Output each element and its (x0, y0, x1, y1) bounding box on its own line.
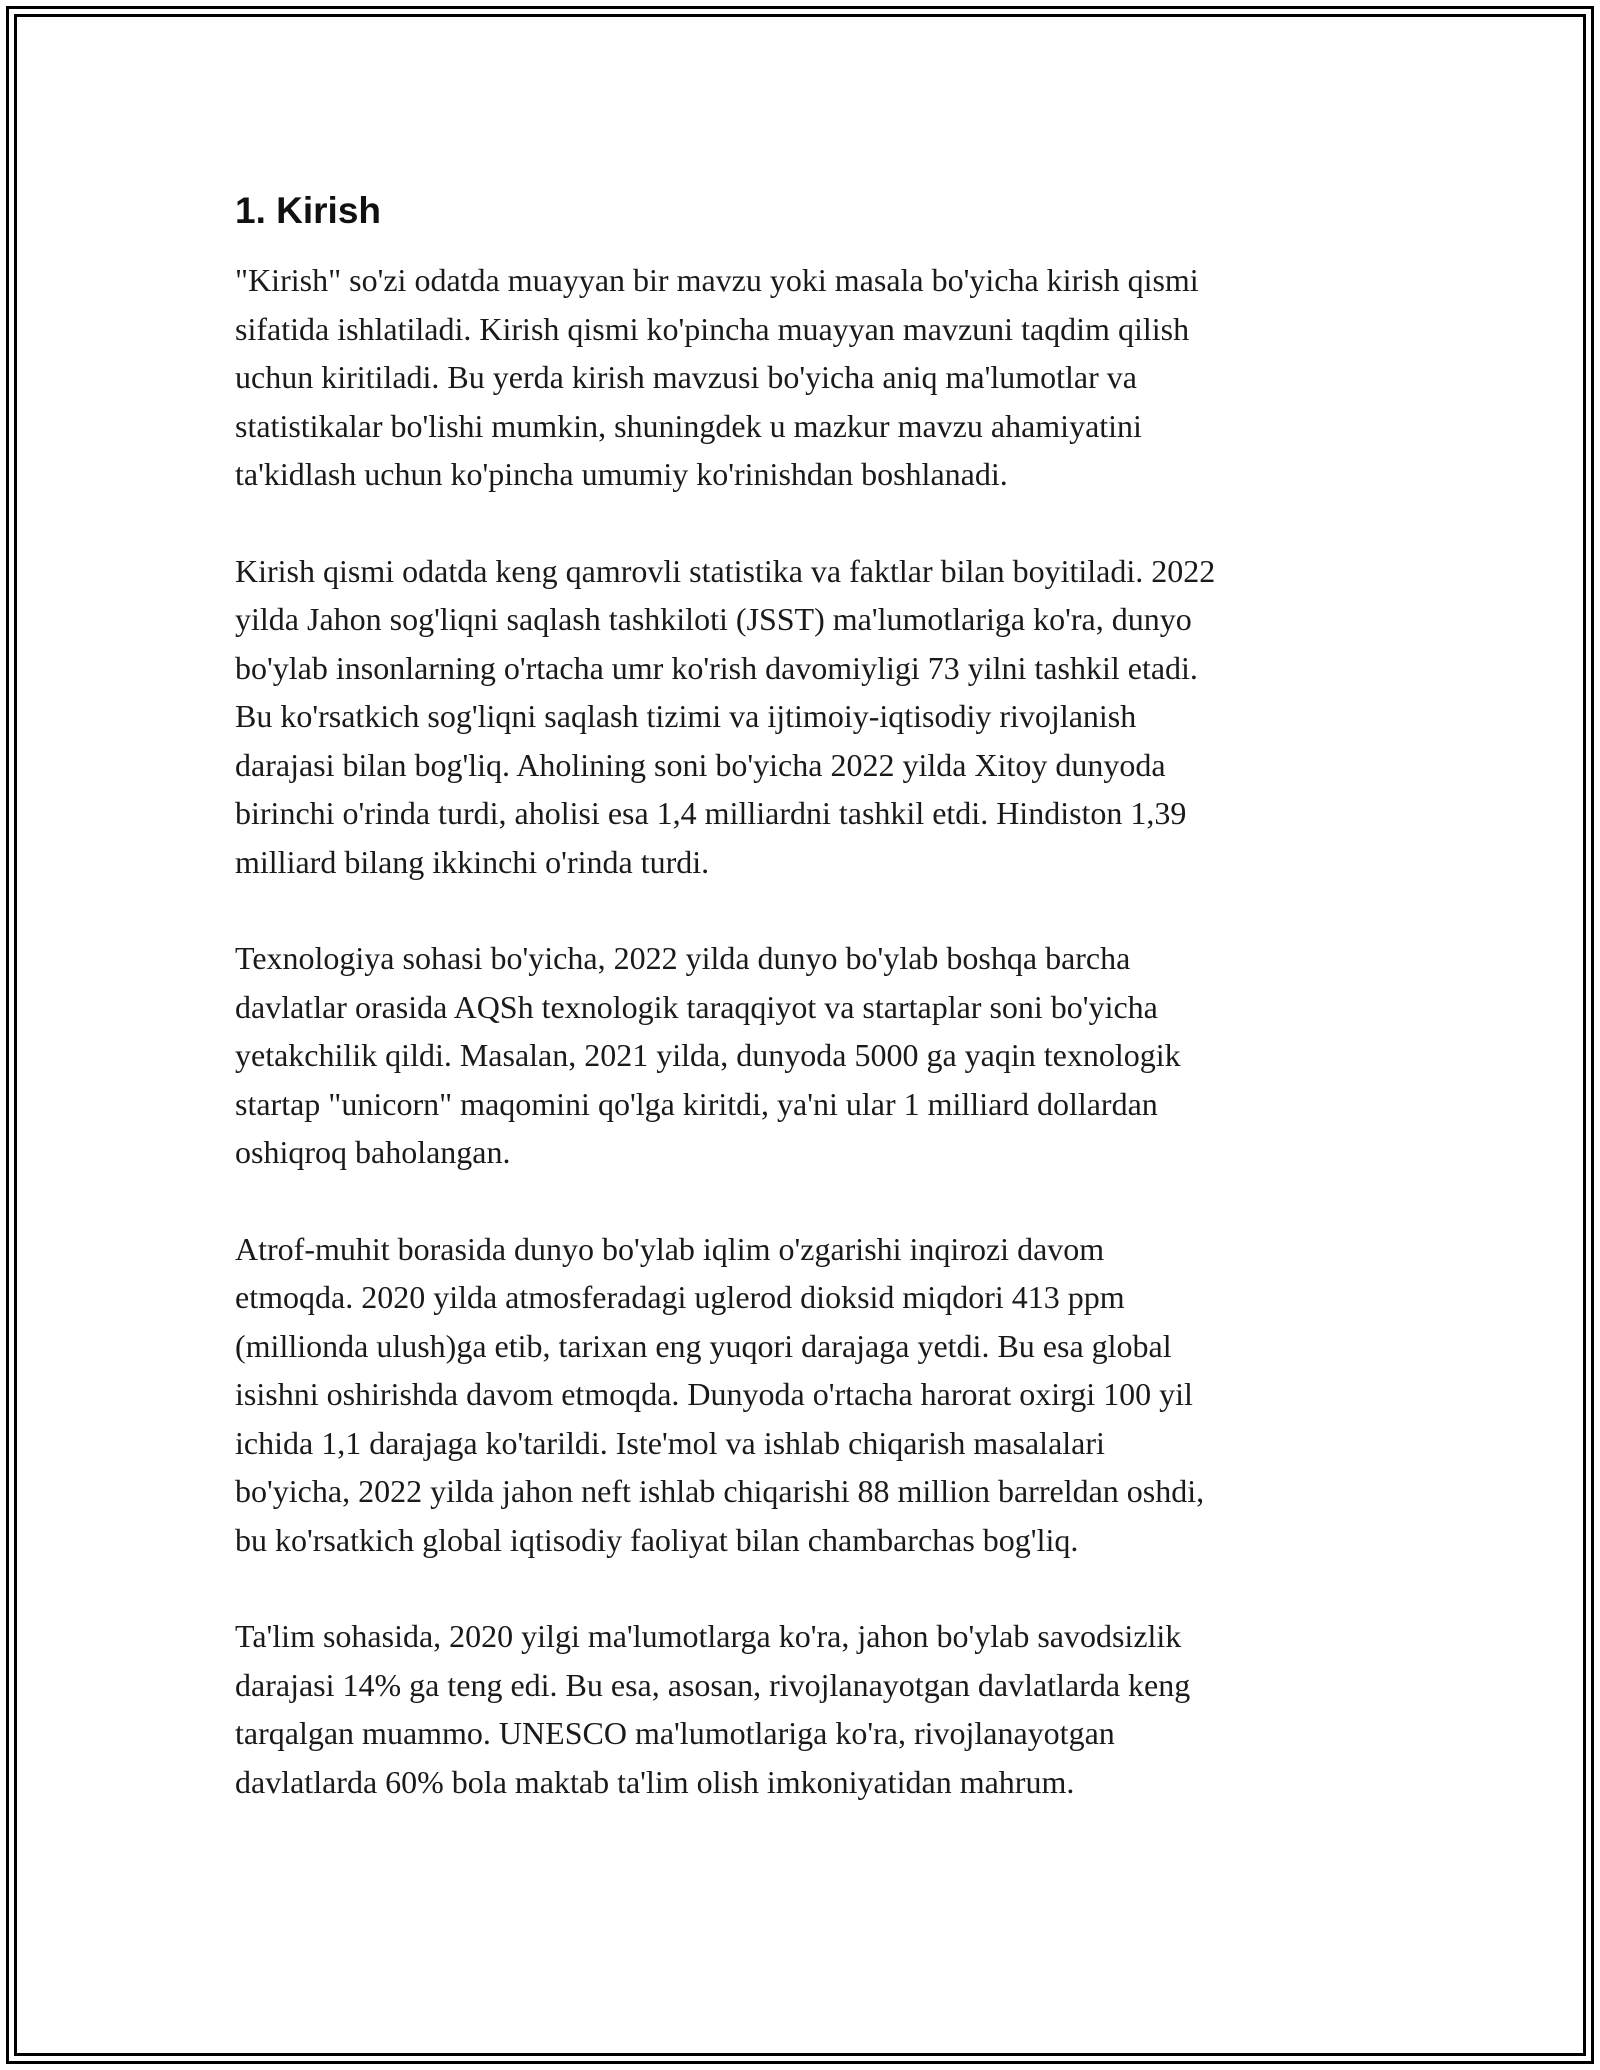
paragraph-environment: Atrof-muhit borasida dunyo bo'ylab iqlim o'zgarishi inqirozi davom etmoqda. 2020 yilda atmosferadagi uglerod dioksid miqdori 413 ppm (millionda ulush)ga etib, tarixan eng yuqori darajaga yetdi. Bu esa global isishni oshirishda davom etmoqda. Dunyoda o'rtacha harorat oxirgi 100 yil ichida 1,1 darajaga ko'tarildi. Iste'mol va ishlab chiqarish masalalari bo'yicha, 2022 yilda jahon neft ishlab chiqarishi 88 million barreldan oshdi, bu ko'rsatkich global iqtisodiy faoliyat bilan chambarchas bog'liq. (235, 1230, 1205, 1558)
document-body (235, 186, 1375, 1854)
paragraph-technology: Texnologiya sohasi bo'yicha, 2022 yilda dunyo bo'ylab boshqa barcha davlatlar orasida AQSh texnologik taraqqiyot va startaplar soni bo'yicha yetakchilik qildi. Masalan, 2021 yilda, dunyoda 5000 ga yaqin texnologik startap "unicorn" maqomini qo'lga kiritdi, ya'ni ular 1 milliard dollardan oshiqroq baholangan. (235, 940, 1181, 1170)
paragraph-introduction: "Kirish" so'zi odatda muayyan bir mavzu yoki masala bo'yicha kirish qismi sifatida ishlatiladi. Kirish qismi ko'pincha muayyan mavzuni taqdim qilish uchun kiritiladi. Bu yerda kirish mavzusi bo'yicha aniq ma'lumotlar va statistikalar bo'lishi mumkin, shuningdek u mazkur mavzu ahamiyatini ta'kidlash uchun ko'pincha umumiy ko'rinishdan boshlanadi. (235, 262, 1199, 492)
section-heading: 1. Kirish (235, 190, 381, 231)
paragraph-education: Ta'lim sohasida, 2020 yilgi ma'lumotlarga ko'ra, jahon bo'ylab savodsizlik darajasi 14% ga teng edi. Bu esa, asosan, rivojlanayotgan davlatlarda keng tarqalgan muammo. UNESCO ma'lumotlariga ko'ra, rivojlanayotgan davlatlarda 60% bola maktab ta'lim olish imkoniyatidan mahrum. (235, 1618, 1191, 1800)
paragraph-health-population: Kirish qismi odatda keng qamrovli statistika va faktlar bilan boyitiladi. 2022 yilda Jahon sog'liqni saqlash tashkiloti (JSST) ma'lumotlariga ko'ra, dunyo bo'ylab insonlarning o'rtacha umr ko'rish davomiyligi 73 yilni tashkil etadi. Bu ko'rsatkich sog'liqni saqlash tizimi va ijtimoiy-iqtisodiy rivojlanish darajasi bilan bog'liq. Aholining soni bo'yicha 2022 yilda Xitoy dunyoda birinchi o'rinda turdi, aholisi esa 1,4 milliardni tashkil etdi. Hindiston 1,39 milliard bilang ikkinchi o'rinda turdi. (235, 552, 1216, 880)
